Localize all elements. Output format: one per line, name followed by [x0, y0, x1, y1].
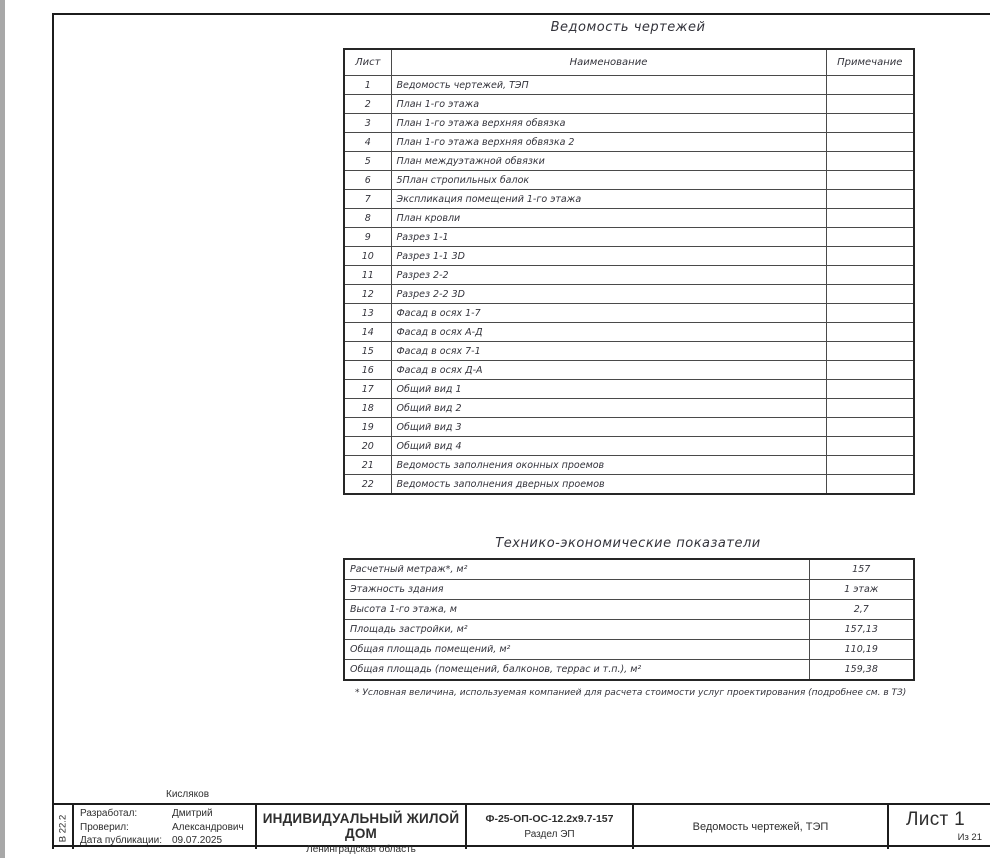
drawing-sheet-number: 3 [344, 114, 391, 133]
drawing-sheet-number: 15 [344, 342, 391, 361]
drawing-name: Фасад в осях А-Д [391, 323, 826, 342]
tep-indicator-label: Высота 1-го этажа, м [344, 600, 809, 620]
people-cell [72, 803, 255, 849]
drawing-row [344, 228, 914, 247]
drawing-row [344, 171, 914, 190]
drawing-note [826, 399, 914, 418]
viewer-left-edge [0, 0, 5, 858]
drawing-name: Фасад в осях Д-А [391, 361, 826, 380]
drawing-name: План 1-го этажа верхняя обвязка 2 [391, 133, 826, 152]
drawing-name: План 1-го этажа верхняя обвязка [391, 114, 826, 133]
drawing-note [826, 418, 914, 437]
drawing-note [826, 323, 914, 342]
drawing-note [826, 114, 914, 133]
drawing-note [826, 247, 914, 266]
tep-row [344, 640, 914, 660]
tep-row [344, 660, 914, 681]
drawing-row [344, 114, 914, 133]
people-row-label: Разработал: [80, 808, 138, 819]
tep-row [344, 580, 914, 600]
drawing-note [826, 361, 914, 380]
drawing-note [826, 304, 914, 323]
drawing-sheet-number: 21 [344, 456, 391, 475]
project-title: ИНДИВИДУАЛЬНЫЙ ЖИЛОЙ ДОМ [262, 811, 460, 841]
drawing-note [826, 380, 914, 399]
drawing-row [344, 133, 914, 152]
column-header-name: Наименование [391, 49, 826, 76]
revision-cell [52, 803, 72, 849]
drawing-note [826, 76, 914, 95]
tep-indicator-label: Общая площадь (помещений, балконов, террас и т.п.), м² [344, 660, 809, 681]
drawing-row [344, 437, 914, 456]
drawing-row [344, 190, 914, 209]
people-row [74, 834, 255, 848]
document-code: Ф-25-ОП-ОС-12.2x9.7-157 [485, 813, 614, 825]
drawing-name: Общий вид 1 [391, 380, 826, 399]
drawing-row [344, 95, 914, 114]
drawing-name: Ведомость заполнения оконных проемов [391, 456, 826, 475]
tep-indicator-value: 157,13 [809, 620, 914, 640]
drawing-sheet-number: 1 [344, 76, 391, 95]
tep-indicator-label: Расчетный метраж*, м² [344, 559, 809, 580]
drawing-sheet-number: 13 [344, 304, 391, 323]
people-row-label: Дата публикации: [80, 835, 162, 846]
drawing-note [826, 190, 914, 209]
drawing-name: Общий вид 2 [391, 399, 826, 418]
drawing-row [344, 285, 914, 304]
drawing-row [344, 361, 914, 380]
tep-indicator-value: 110,19 [809, 640, 914, 660]
developer-surname: Кисляков [166, 789, 210, 800]
drawing-note [826, 171, 914, 190]
tep-indicator-value: 2,7 [809, 600, 914, 620]
tep-row [344, 620, 914, 640]
drawing-name: Разрез 2-2 [391, 266, 826, 285]
drawings-table [343, 48, 915, 495]
drawing-name: Фасад в осях 7-1 [391, 342, 826, 361]
drawing-name: Общий вид 4 [391, 437, 826, 456]
drawing-note [826, 95, 914, 114]
sheet-number-cell [887, 803, 990, 849]
people-row [74, 807, 255, 821]
drawing-name: План междуэтажной обвязки [391, 152, 826, 171]
tep-indicator-value: 1 этаж [809, 580, 914, 600]
tep-table-body [344, 559, 914, 680]
drawing-note [826, 475, 914, 495]
project-location: Ленинградская область [306, 844, 416, 855]
sheet-name: Ведомость чертежей, ТЭП [692, 821, 829, 833]
drawing-name: План кровли [391, 209, 826, 228]
sheet-count: Из 21 [957, 832, 982, 843]
drawing-note [826, 285, 914, 304]
drawings-table-title: Ведомость чертежей [550, 20, 706, 35]
drawing-name: Ведомость чертежей, ТЭП [391, 76, 826, 95]
tep-table [343, 558, 915, 681]
drawing-note [826, 209, 914, 228]
column-header-sheet: Лист [344, 49, 391, 76]
tep-row [344, 559, 914, 580]
people-row-value: 09.07.2025 [172, 835, 223, 846]
drawing-name: Разрез 2-2 3D [391, 285, 826, 304]
sheet-name-cell [632, 803, 887, 849]
people-row-value: Александрович [172, 821, 244, 833]
tep-indicator-label: Общая площадь помещений, м² [344, 640, 809, 660]
drawing-note [826, 228, 914, 247]
people-row-value: Дмитрий [172, 808, 213, 819]
drawing-row [344, 475, 914, 495]
drawing-row [344, 380, 914, 399]
people-row-label: Проверил: [80, 821, 129, 833]
tep-indicator-value: 157 [809, 559, 914, 580]
people-row [74, 821, 255, 835]
drawing-name: Ведомость заполнения дверных проемов [391, 475, 826, 495]
drawing-sheet-number: 2 [344, 95, 391, 114]
drawing-sheet-number: 18 [344, 399, 391, 418]
drawing-sheet-number: 11 [344, 266, 391, 285]
drawing-sheet-number: 22 [344, 475, 391, 495]
drawing-name: Общий вид 3 [391, 418, 826, 437]
drawing-row [344, 247, 914, 266]
project-cell [255, 803, 465, 855]
drawing-row [344, 342, 914, 361]
drawing-row [344, 456, 914, 475]
revision-label: В 22.2 [57, 814, 69, 843]
drawing-note [826, 456, 914, 475]
drawing-sheet-number: 8 [344, 209, 391, 228]
drawing-row [344, 399, 914, 418]
tep-row [344, 600, 914, 620]
drawing-sheet-number: 20 [344, 437, 391, 456]
drawing-name: Разрез 1-1 [391, 228, 826, 247]
document-section: Раздел ЭП [524, 829, 575, 840]
column-header-note: Примечание [826, 49, 914, 76]
drawing-sheet-number: 19 [344, 418, 391, 437]
drawings-header-row [344, 49, 914, 76]
drawing-name: Фасад в осях 1-7 [391, 304, 826, 323]
drawing-note [826, 342, 914, 361]
document-code-cell [465, 803, 632, 849]
drawing-sheet-number: 5 [344, 152, 391, 171]
drawing-row [344, 418, 914, 437]
drawing-row [344, 152, 914, 171]
drawing-note [826, 437, 914, 456]
tep-footnote: * Условная величина, используемая компанией для расчета стоимости услуг проектирования (подробнее см. в ТЗ) [355, 688, 907, 698]
drawing-row [344, 266, 914, 285]
tep-table-title: Технико-экономические показатели [495, 536, 761, 551]
drawing-sheet-number: 17 [344, 380, 391, 399]
tep-indicator-label: Площадь застройки, м² [344, 620, 809, 640]
drawing-sheet-number: 10 [344, 247, 391, 266]
drawing-name: План 1-го этажа [391, 95, 826, 114]
drawing-sheet-number: 6 [344, 171, 391, 190]
drawing-note [826, 266, 914, 285]
drawing-row [344, 323, 914, 342]
drawing-sheet-number: 14 [344, 323, 391, 342]
drawing-name: Разрез 1-1 3D [391, 247, 826, 266]
drawing-sheet-number: 12 [344, 285, 391, 304]
drawing-name: 5План стропильных балок [391, 171, 826, 190]
drawing-name: Экспликация помещений 1-го этажа [391, 190, 826, 209]
drawing-row [344, 76, 914, 95]
tep-indicator-label: Этажность здания [344, 580, 809, 600]
tep-indicator-value: 159,38 [809, 660, 914, 681]
drawing-sheet-number: 16 [344, 361, 391, 380]
drawing-note [826, 133, 914, 152]
drawing-note [826, 152, 914, 171]
drawing-row [344, 209, 914, 228]
drawing-sheet-number: 7 [344, 190, 391, 209]
drawing-row [344, 304, 914, 323]
drawings-table-body [344, 76, 914, 495]
sheet-number: Лист 1 [906, 809, 965, 830]
drawing-sheet-number: 4 [344, 133, 391, 152]
drawing-sheet-number: 9 [344, 228, 391, 247]
